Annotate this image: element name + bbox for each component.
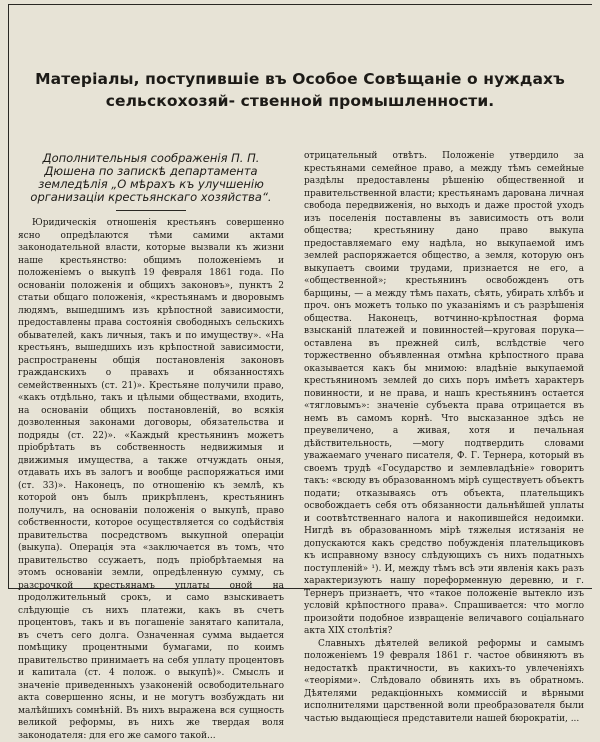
page-title: Матеріалы, поступившіе въ Особое Совѣщаніе о нуждахъ сельскохозяй- ственной промышленности.: [35, 70, 565, 110]
left-column: [18, 151, 284, 741]
right-paragraph: отрицательный отвѣтъ. Положеніе утвердило за крестьянами семейное право, а между тѣмъ семейные раздѣлы предоставлены рѣшенію общественной и правительственной власти; крестьянамъ дарована личная свобода передвиженія, но выходъ и даже простой уходъ изъ поселенія поставлены въ зависимость отъ воли общества; крестьянину дано право выкупа предоставляемаго ему надѣла, но выкупаемой имъ землей распоряжается общество, а земля, которую онъ выкупаетъ своими трудами, признается не его, а «общественной»; крестьянинъ освобожденъ отъ барщины, — а между тѣмъ пахать, сѣять, убирать хлѣбъ и проч. онъ можетъ только по указаніямъ и съ разрѣшенія общества. Наконецъ, вотчинно-крѣпостная форма взысканій платежей и повинностей—круговая порука—оставлена въ прежней силѣ, вслѣдствіе чего торжественно объявленная отмѣна крѣпостного права оказывается какъ бы мнимою: владѣніе выкупаемой крестьяниномъ землей до сихъ поръ имѣетъ характеръ повинности, и не права, и нашъ крестьянинъ остается «тягловымъ»: значеніе субъекта права отрицается въ немъ въ самомъ корнѣ. Что высказанное здѣсь не преувеличено, а живая, хотя и печальная дѣйствительность, —могу подтвердить словами уважаемаго ученаго писателя, Ф. Г. Тернера, который въ своемъ трудѣ «Государство и землевладѣніе» говоритъ такъ: «всюду въ образованномъ мірѣ существуетъ объектъ подати; отказываясь отъ объекта, плательщикъ освобождаетъ себя отъ обязанности дальнѣйшей уплаты и соотвѣтственнаго налога и накопившейся недоимки. Нигдѣ въ образованномъ мірѣ тяжелыя истязанія не допускаются какъ средство побужденія плательщиковъ къ исправному взносу слѣдующихъ съ нихъ податныхъ поступленій» ¹). И, между тѣмъ всѣ эти явленія какъ разъ характеризуютъ нашу пореформенную деревню, и г. Тернеръ признаетъ, что «такое положеніе вытекло изъ условій крѣпостного права». Спрашивается: что могло произойти подобное извращеніе величавого соціальнаго акта XIX столѣтія?: [304, 151, 584, 636]
section-separator: [116, 210, 186, 211]
top-rule: [8, 4, 592, 5]
right-paragraph: Славныхъ дѣятелей великой реформы и самымъ положеніемъ 19 февраля 1861 г. частое обвиняютъ въ недостаткѣ практичности, въ какихъ-то увлеченіяхъ «теоріями». Слѣдовало обвинять ихъ въ обратномъ. Дѣятелями редакціонныхъ коммиссій и вѣрными исполнителями царственной воли преобразователя были частью выдающіеся представители нашей бюрократіи, ...: [304, 638, 584, 724]
bottom-rule: [8, 588, 592, 589]
right-column: [304, 150, 584, 724]
left-paragraph: Юридическія отношенія крестьянъ совершенно ясно опредѣлаются тѣми самими актами законодательной власти, которые вызвали къ жизни наше крестьянство: общимъ положеніемъ и положеніемъ о выкупѣ 19 февраля 1861 года. По основаніи положенія и общихъ законовъ», пунктъ 2 статьи общаго положенія, «крестьянамъ и дворовымъ людямъ, вышедшимъ изъ крѣпостной зависимости, предоставлены права состоянія свободныхъ сельскихъ обывателей, какъ личныя, такъ и по имуществу». «На крестьянъ, вышедшихъ изъ крѣпостной зависимости, распространены общія постановленія законовъ гражданскихъ о правахъ и обязанностяхъ семейственныхъ (ст. 21)». Крестьяне получили право, «какъ отдѣльно, такъ и цѣлыми обществами, входить, на основаніи общихъ постановленій, во всякія дозволенныя законами договоры, обязательства и подряды (ст. 22)». «Каждый крестьянинъ можетъ пріобрѣтать въ собственность недвижимыя и движимыя имущества, а также отчуждать оныя, отдавать ихъ въ залогъ и вообще распоряжаться ими (ст. 33)». Наконецъ, по отношенію къ землѣ, къ которой онъ былъ прикрѣпленъ, крестьянинъ получилъ, на основаніи положенія о выкупѣ, право собственности, которое осуществляется со содѣйствія правительства посредствомъ выкупной операціи (выкупа). Операція эта «заключается въ томъ, что правительство ссужаетъ, подъ пріобрѣтаемыя на этомъ основаніи земли, опредѣленную сумму, съ разсрочкой крестьянамъ уплаты оной на продолжительный срокъ, и само взыскиваетъ слѣдующіе съ нихъ платежи, какъ въ счетъ процентовъ, такъ и въ погашеніе занятаго капитала, въ счетъ сего долга. Означенная сумма выдается помѣщику процентными бумагами, по коимъ правительство принимаетъ на себя уплату процентовъ и капитала (ст. 4 полож. о выкупѣ)». Смыслъ и значеніе приведенныхъ узаконеній освободительнаго акта совершенно ясны, и не могутъ возбуждать ни малѣйшихъ сомнѣній. Въ нихъ выражена вся сущность великой реформы, въ нихъ же твердая воля законодателя: для его же самого такой...: [18, 218, 284, 741]
section-subhead: Дополнительныя соображенія П. П. Дюшена по запискѣ департамента земледѣлія „О мѣрахъ къ улучшенію организаціи крестьянскаго хозяйства“.: [30, 151, 272, 204]
